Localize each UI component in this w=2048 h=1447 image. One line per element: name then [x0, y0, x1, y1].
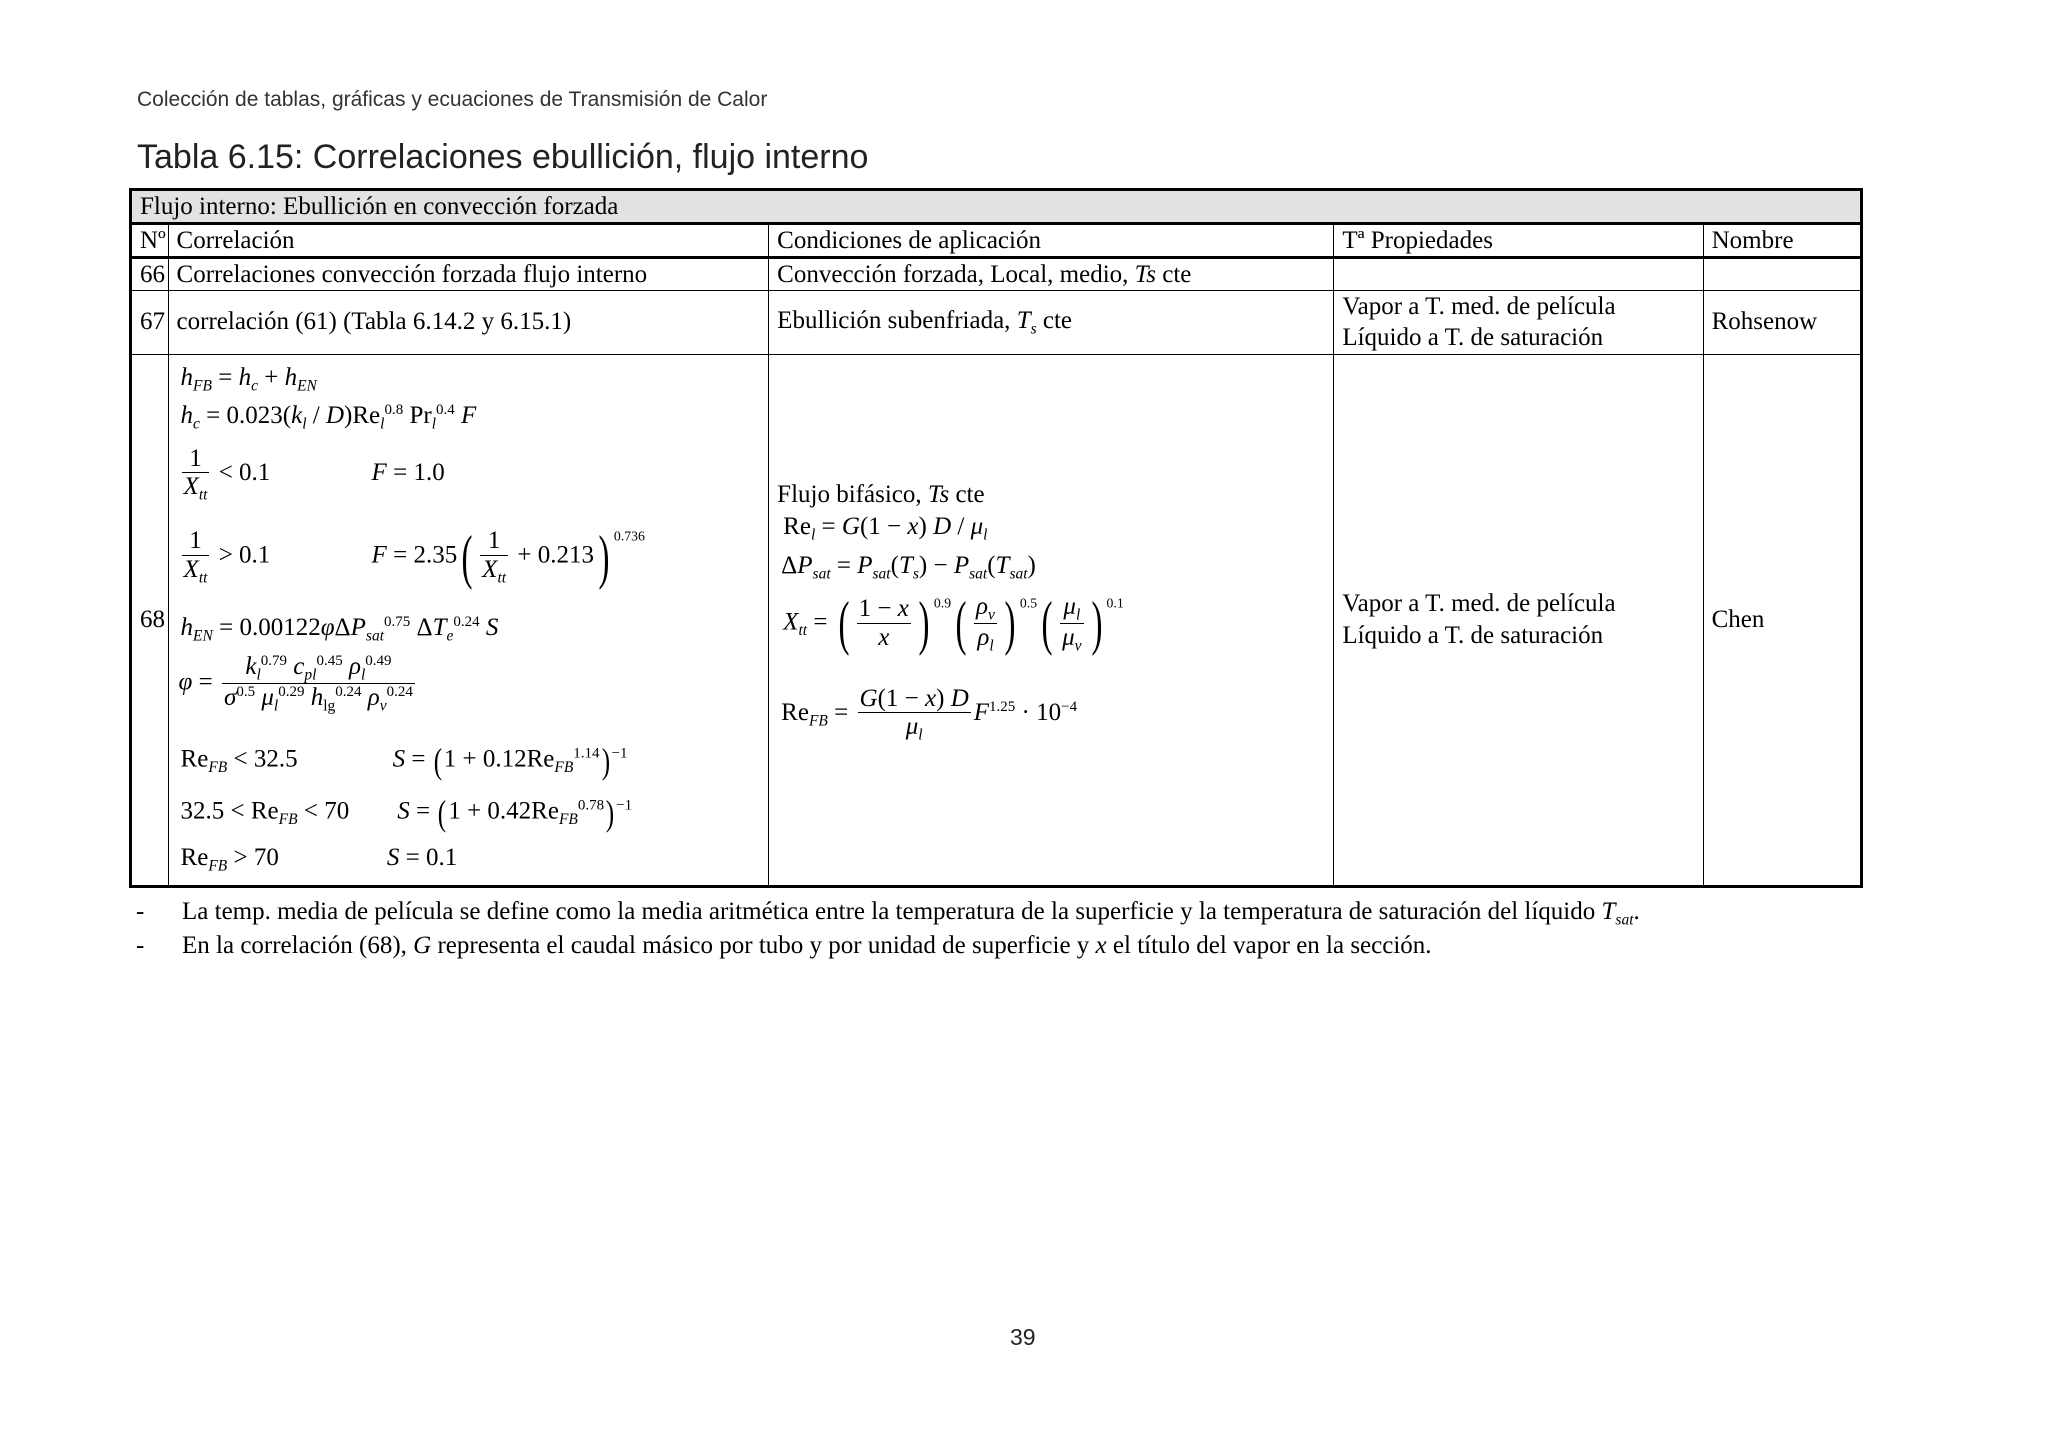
col-header-name: Nombre — [1703, 224, 1861, 258]
row-correlation-equations — [168, 354, 769, 886]
eq-dpsat: $\Delta P_{sat} = P_{sat}(T_s) - P_{sat}(T_{sat})$ — [781, 551, 1036, 582]
table-banner-row — [131, 190, 1862, 224]
conditions-var: Ts — [1134, 260, 1157, 288]
table-banner: Flujo interno: Ebullición en convección forzada — [131, 190, 1862, 224]
conditions-text: Ebullición subenfriada, — [777, 306, 1017, 334]
footnote-2: - En la correlación (68), G representa el caudal másico por tubo y por unidad de superficie y x el título del vapor en la sección. — [136, 932, 1432, 959]
row-properties — [1334, 291, 1703, 355]
conditions-var: T — [1016, 306, 1031, 334]
eq-f-low: $\frac{1}{X_{tt}}$ < 0.1 F = 1.0 — [183, 444, 445, 504]
eq-hen: $h_{EN} = 0.00122\varphi\Delta P_{sat}^{0.75}$ $\Delta T_e^{0.24}$ S — [180, 613, 499, 644]
row-correlation: Correlaciones convección forzada flujo interno — [168, 258, 769, 291]
prop-line: Líquido a T. de saturación — [1342, 324, 1604, 352]
row-name — [1703, 258, 1861, 291]
table-header-row — [131, 224, 1862, 258]
col-header-num: Nº — [131, 224, 169, 258]
row-num: 68 — [131, 354, 169, 886]
table-row — [131, 354, 1862, 886]
eq-rel: $Re_l = G(1 - x)$ D / $\mu_l$ — [783, 512, 988, 543]
row-conditions-equations — [769, 354, 1334, 886]
col-header-conditions: Condiciones de aplicación — [769, 224, 1334, 258]
prop-line: Vapor a T. med. de película — [1342, 590, 1616, 618]
col-header-properties: Tª Propiedades — [1334, 224, 1703, 258]
bullet-dash: - — [136, 932, 145, 959]
table-title: Tabla 6.15: Correlaciones ebullición, flujo interno — [137, 138, 869, 176]
running-header: Colección de tablas, gráficas y ecuaciones de Transmisión de Calor — [137, 88, 768, 111]
conditions-title: Flujo bifásico, Ts cte — [777, 480, 985, 508]
conditions-tail: cte — [1036, 306, 1073, 334]
row-conditions — [769, 258, 1334, 291]
eq-f-high: $\frac{1}{X_{tt}}$ > 0.1 F = 2.35( $\frac{1}{X_{tt}}$ + 0.213) $^{0.736}$ — [183, 523, 645, 590]
table-row — [131, 258, 1862, 291]
eq-hc: $h_c = 0.023(k_l / D)Re_l^{0.8}$ $Pr_l^{0.4}$ F — [180, 401, 477, 432]
conditions-sub: s — [1030, 320, 1037, 338]
footnote-1: - La temp. media de película se define como la media aritmética entre la temperatura de la superficie y la temperatura de saturación del líquido $T_{sat}$. — [136, 898, 1640, 929]
eq-s3: $Re_{FB} > 70$ S = 0.1 — [180, 843, 458, 874]
eq-xtt: $X_{tt}$ = ( $\frac{1 - x}{x}$ ) $^{0.9}$( $\frac{\rho_v}{\rho_l}$ ) $^{0.5}$( $\frac{\mu_l}{\mu_v}$ ) $^{0.1}$ — [783, 590, 1124, 657]
row-conditions — [769, 291, 1334, 355]
eq-s1: $Re_{FB} < 32.5$ $S = (1 + 0.12Re_{FB}^{1.14})$ $^{-1}$ — [180, 740, 628, 781]
row-num: 66 — [131, 258, 169, 291]
row-properties — [1334, 354, 1703, 886]
bullet-dash: - — [136, 898, 145, 925]
eq-phi: φ = $\frac{k_l^{0.79} c_{pl}^{0.45} \rho_l^{0.49}}{\sigma^{0.5} \mu_l^{0.29} h_{lg}^{0.24} \rho_v^{0.24}}$ — [178, 652, 413, 715]
page-number: 39 — [1010, 1324, 1036, 1350]
row-correlation: correlación (61) (Tabla 6.14.2 y 6.15.1) — [168, 291, 769, 355]
table-row — [131, 291, 1862, 355]
correlations-table — [129, 188, 1863, 888]
col-header-correlation: Correlación — [168, 224, 769, 258]
row-name: Chen — [1703, 354, 1861, 886]
eq-s2: $32.5 < Re_{FB} < 70$ $S = (1 + 0.42Re_{FB}^{0.78})$ $^{-1}$ — [180, 792, 633, 833]
row-name: Rohsenow — [1703, 291, 1861, 355]
eq-hfb: $h_{FB} = h_c + h_{EN}$ — [180, 363, 317, 394]
prop-line: Líquido a T. de saturación — [1342, 621, 1604, 649]
row-properties — [1334, 258, 1703, 291]
row-num: 67 — [131, 291, 169, 355]
eq-refb: $Re_{FB}$ = $\frac{G(1 - x) D}{\mu_l}$ $F^{1.25} \cdot 10^{-4}$ — [781, 684, 1078, 744]
conditions-tail: cte — [1156, 260, 1192, 288]
prop-line: Vapor a T. med. de película — [1342, 293, 1616, 320]
conditions-text: Convección forzada, Local, medio, — [777, 260, 1135, 288]
